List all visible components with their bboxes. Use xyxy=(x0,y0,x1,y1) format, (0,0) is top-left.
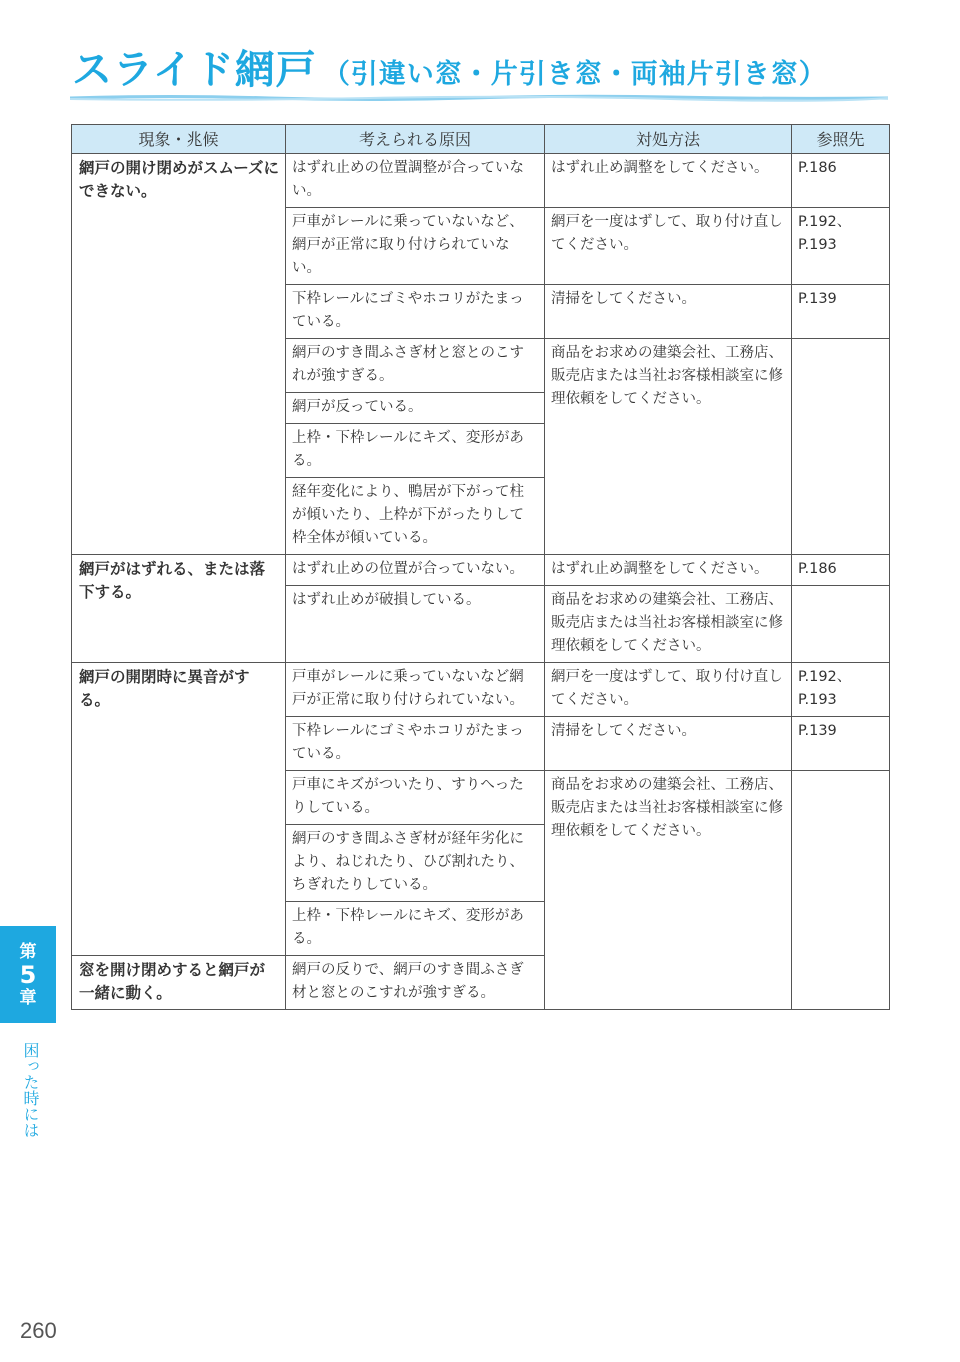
reference-cell: P.186 xyxy=(792,555,890,586)
symptom-cell: 窓を開け閉めすると網戸が一緒に動く。 xyxy=(72,956,286,1010)
page-number: 260 xyxy=(20,1318,57,1343)
remedy-cell: 網戸を一度はずして、取り付け直してください。 xyxy=(545,663,792,717)
remedy-cell: 清掃をしてください。 xyxy=(545,717,792,771)
cause-cell: 網戸のすき間ふさぎ材と窓とのこすれが強すぎる。 xyxy=(286,339,545,393)
page-title xyxy=(72,38,827,95)
table-row xyxy=(72,154,890,208)
symptom-cell: 網戸の開閉時に異音がする。 xyxy=(72,663,286,956)
chapter-tab xyxy=(0,926,56,1023)
table-header-row xyxy=(72,125,890,154)
remedy-cell: はずれ止め調整をしてください。 xyxy=(545,154,792,208)
cause-cell: 上枠・下枠レールにキズ、変形がある。 xyxy=(286,902,545,956)
header-symptom: 現象・兆候 xyxy=(72,125,286,154)
reference-cell: P.192、 P.193 xyxy=(792,663,890,717)
remedy-cell: 清掃をしてください。 xyxy=(545,285,792,339)
cause-cell: はずれ止めの位置調整が合っていない。 xyxy=(286,154,545,208)
cause-cell: 下枠レールにゴミやホコリがたまっている。 xyxy=(286,717,545,771)
remedy-cell: 網戸を一度はずして、取り付け直してください。 xyxy=(545,208,792,285)
remedy-cell: 商品をお求めの建築会社、工務店、販売店または当社お客様相談室に修理依頼をしてください。 xyxy=(545,771,792,1010)
chapter-side-label: 困った時には xyxy=(21,1042,40,1138)
reference-cell xyxy=(792,339,890,555)
cause-cell: 下枠レールにゴミやホコリがたまっている。 xyxy=(286,285,545,339)
cause-cell: はずれ止めの位置が合っていない。 xyxy=(286,555,545,586)
header-reference: 参照先 xyxy=(792,125,890,154)
header-cause: 考えられる原因 xyxy=(286,125,545,154)
chapter-tab-number: 5 xyxy=(19,960,37,989)
remedy-cell: はずれ止め調整をしてください。 xyxy=(545,555,792,586)
cause-cell: 戸車がレールに乗っていないなど網戸が正常に取り付けられていない。 xyxy=(286,663,545,717)
chapter-tab-suffix: 章 xyxy=(19,987,37,1008)
page-title-sub: （引違い窓・片引き窓・両袖片引き窓） xyxy=(322,59,827,90)
reference-cell: P.139 xyxy=(792,717,890,771)
reference-cell xyxy=(792,586,890,663)
chapter-tab-prefix: 第 xyxy=(19,941,37,962)
reference-cell: P.186 xyxy=(792,154,890,208)
reference-cell: P.139 xyxy=(792,285,890,339)
cause-cell: 網戸が反っている。 xyxy=(286,393,545,424)
reference-cell xyxy=(792,771,890,1010)
cause-cell: 網戸の反りで、網戸のすき間ふさぎ材と窓とのこすれが強すぎる。 xyxy=(286,956,545,1010)
header-remedy: 対処方法 xyxy=(545,125,792,154)
symptom-cell: 網戸がはずれる、または落下する。 xyxy=(72,555,286,663)
remedy-cell: 商品をお求めの建築会社、工務店、販売店または当社お客様相談室に修理依頼をしてください。 xyxy=(545,586,792,663)
title-underline xyxy=(70,93,888,103)
remedy-cell: 商品をお求めの建築会社、工務店、販売店または当社お客様相談室に修理依頼をしてください。 xyxy=(545,339,792,555)
cause-cell: 戸車にキズがついたり、すりへったりしている。 xyxy=(286,771,545,825)
cause-cell: 戸車がレールに乗っていないなど、網戸が正常に取り付けられていない。 xyxy=(286,208,545,285)
cause-cell: 経年変化により、鴨居が下がって柱が傾いたり、上枠が下がったりして枠全体が傾いている。 xyxy=(286,478,545,555)
reference-cell: P.192、 P.193 xyxy=(792,208,890,285)
cause-cell: 網戸のすき間ふさぎ材が経年劣化により、ねじれたり、ひび割れたり、ちぎれたりしている。 xyxy=(286,825,545,902)
cause-cell: 上枠・下枠レールにキズ、変形がある。 xyxy=(286,424,545,478)
troubleshooting-table xyxy=(71,124,890,1010)
page-title-main: スライド網戸 xyxy=(72,47,317,93)
symptom-cell: 網戸の開け閉めがスムーズにできない。 xyxy=(72,154,286,555)
cause-cell: はずれ止めが破損している。 xyxy=(286,586,545,663)
table-row xyxy=(72,555,890,586)
table-row xyxy=(72,663,890,717)
